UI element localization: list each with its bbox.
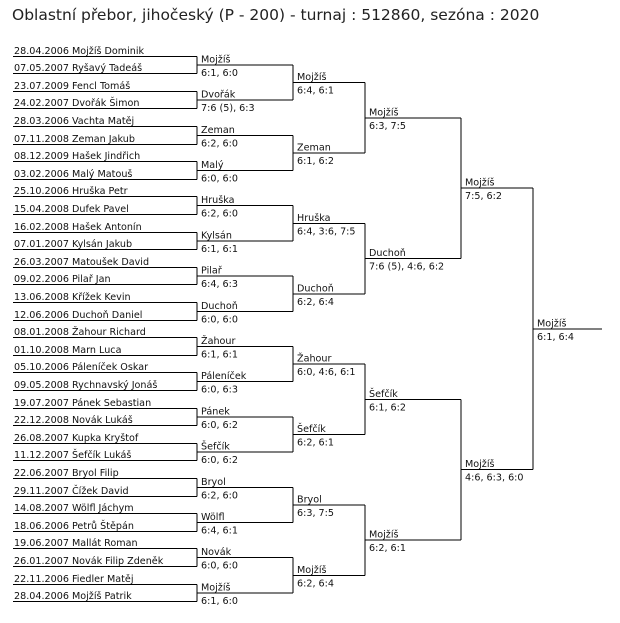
player-entry: 05.10.2006 Páleníček Oskar — [14, 362, 149, 373]
match-winner: Mojžíš — [537, 318, 567, 330]
player-entry: 08.12.2009 Hašek Jindřich — [14, 151, 141, 162]
player-entry: 28.04.2006 Mojžíš Patrik — [14, 591, 132, 602]
match-winner: Mojžíš — [201, 54, 231, 66]
match-winner: Šefčík — [297, 424, 326, 435]
match-winner: Mojžíš — [369, 529, 399, 541]
match-score: 6:2, 6:1 — [297, 437, 334, 449]
match-score: 6:2, 6:0 — [201, 490, 238, 502]
match-score: 6:4, 6:1 — [201, 525, 238, 537]
player-entry: 01.10.2008 Marn Luca — [14, 345, 122, 356]
match-winner: Novák — [201, 547, 232, 558]
match-score: 6:2, 6:0 — [201, 208, 238, 220]
player-entry: 11.12.2007 Šefčík Lukáš — [14, 450, 132, 461]
match-score: 7:5, 6:2 — [465, 191, 502, 203]
match-score: 6:4, 6:3 — [201, 279, 238, 290]
match-score: 6:1, 6:0 — [201, 68, 238, 79]
match-winner: Bryol — [201, 477, 226, 488]
match-score: 6:4, 6:1 — [297, 85, 334, 97]
match-score: 6:1, 6:1 — [201, 244, 238, 255]
match-winner: Žahour — [201, 336, 236, 347]
player-entry: 25.10.2006 Hruška Petr — [14, 186, 128, 197]
match-winner: Mojžíš — [465, 459, 495, 471]
player-entry: 29.11.2007 Čížek David — [14, 486, 129, 497]
match-score: 6:2, 6:4 — [297, 296, 334, 308]
match-winner: Šefčík — [201, 441, 230, 453]
match-winner: Hruška — [297, 212, 331, 224]
match-winner: Duchoň — [297, 283, 334, 295]
match-score: 6:3, 7:5 — [369, 120, 406, 132]
player-entry: 24.02.2007 Dvořák Šimon — [14, 98, 140, 109]
match-winner: Žahour — [297, 353, 332, 365]
match-score: 6:0, 6:2 — [201, 420, 238, 431]
player-entry: 07.11.2008 Zeman Jakub — [14, 134, 135, 145]
player-entry: 23.07.2009 Fencl Tomáš — [14, 81, 131, 92]
match-winner: Kylsán — [201, 230, 232, 242]
match-winner: Zeman — [201, 125, 235, 136]
match-winner: Pánek — [201, 406, 230, 418]
player-entry: 16.02.2008 Hašek Antonín — [14, 222, 142, 233]
match-score: 7:6 (5), 6:3 — [201, 103, 255, 114]
match-winner: Mojžíš — [297, 564, 327, 576]
match-score: 6:0, 6:2 — [201, 455, 238, 466]
match-score: 6:4, 3:6, 7:5 — [297, 226, 356, 238]
match-score: 6:0, 6:0 — [201, 560, 238, 572]
match-winner: Mojžíš — [369, 107, 399, 119]
match-score: 6:0, 6:0 — [201, 314, 238, 326]
player-entry: 26.08.2007 Kupka Kryštof — [14, 433, 139, 444]
player-entry: 26.03.2007 Matoušek David — [14, 257, 150, 268]
match-score: 7:6 (5), 4:6, 6:2 — [369, 261, 445, 273]
match-score: 6:1, 6:2 — [297, 156, 334, 167]
match-score: 6:0, 4:6, 6:1 — [297, 367, 356, 378]
player-entry: 28.04.2006 Mojžíš Dominik — [14, 46, 145, 57]
match-winner: Zeman — [297, 142, 331, 154]
player-entry: 19.07.2007 Pánek Sebastian — [14, 398, 152, 409]
player-entry: 03.02.2006 Malý Matouš — [14, 169, 133, 180]
player-entry: 22.06.2007 Bryol Filip — [14, 468, 119, 479]
player-entry: 26.01.2007 Novák Filip Zdeněk — [14, 556, 164, 567]
match-score: 6:2, 6:4 — [297, 578, 334, 590]
player-entry: 07.05.2007 Ryšavý Tadeáš — [14, 63, 143, 74]
player-entry: 12.06.2006 Duchoň Daniel — [14, 310, 143, 321]
match-winner: Páleníček — [201, 371, 247, 382]
match-score: 6:1, 6:2 — [369, 402, 406, 414]
match-winner: Hruška — [201, 195, 235, 206]
player-entry: 22.11.2006 Fiedler Matěj — [14, 574, 134, 585]
match-winner: Wölfl — [201, 512, 225, 523]
match-score: 6:2, 6:1 — [369, 543, 406, 555]
match-winner: Mojžíš — [201, 582, 231, 594]
match-winner: Šefčík — [369, 388, 398, 400]
match-winner: Mojžíš — [465, 177, 495, 189]
player-entry: 08.01.2008 Žahour Richard — [14, 327, 146, 338]
player-entry: 09.02.2006 Pilař Jan — [14, 274, 111, 285]
match-score: 6:1, 6:4 — [537, 331, 574, 343]
match-score: 6:1, 6:1 — [201, 349, 238, 361]
player-entry: 07.01.2007 Kylsán Jakub — [14, 239, 133, 250]
match-winner: Duchoň — [369, 248, 406, 259]
match-score: 6:1, 6:0 — [201, 596, 238, 607]
player-entry: 22.12.2008 Novák Lukáš — [14, 415, 133, 426]
page-title: Oblastní přebor, jihočeský (P - 200) - turnaj : 512860, sezóna : 2020 — [12, 6, 540, 24]
match-score: 6:0, 6:0 — [201, 173, 238, 185]
match-winner: Pilař — [201, 265, 222, 277]
player-entry: 18.06.2006 Petrů Štěpán — [14, 521, 134, 532]
match-score: 6:3, 7:5 — [297, 508, 334, 519]
player-entry: 09.05.2008 Rychnavský Jonáš — [14, 380, 158, 391]
match-score: 6:0, 6:3 — [201, 384, 238, 396]
match-winner: Malý — [201, 160, 224, 171]
player-entry: 28.03.2006 Vachta Matěj — [14, 116, 135, 127]
match-winner: Dvořák — [201, 89, 236, 101]
match-winner: Duchoň — [201, 301, 238, 312]
player-entry: 14.08.2007 Wölfl Jáchym — [14, 503, 134, 514]
player-entry: 13.06.2008 Křížek Kevin — [14, 292, 131, 303]
player-entry: 15.04.2008 Dufek Pavel — [14, 204, 129, 215]
match-winner: Bryol — [297, 494, 322, 506]
match-winner: Mojžíš — [297, 72, 327, 83]
match-score: 6:2, 6:0 — [201, 138, 238, 150]
match-score: 4:6, 6:3, 6:0 — [465, 472, 524, 484]
player-entry: 19.06.2007 Mallát Roman — [14, 538, 138, 549]
